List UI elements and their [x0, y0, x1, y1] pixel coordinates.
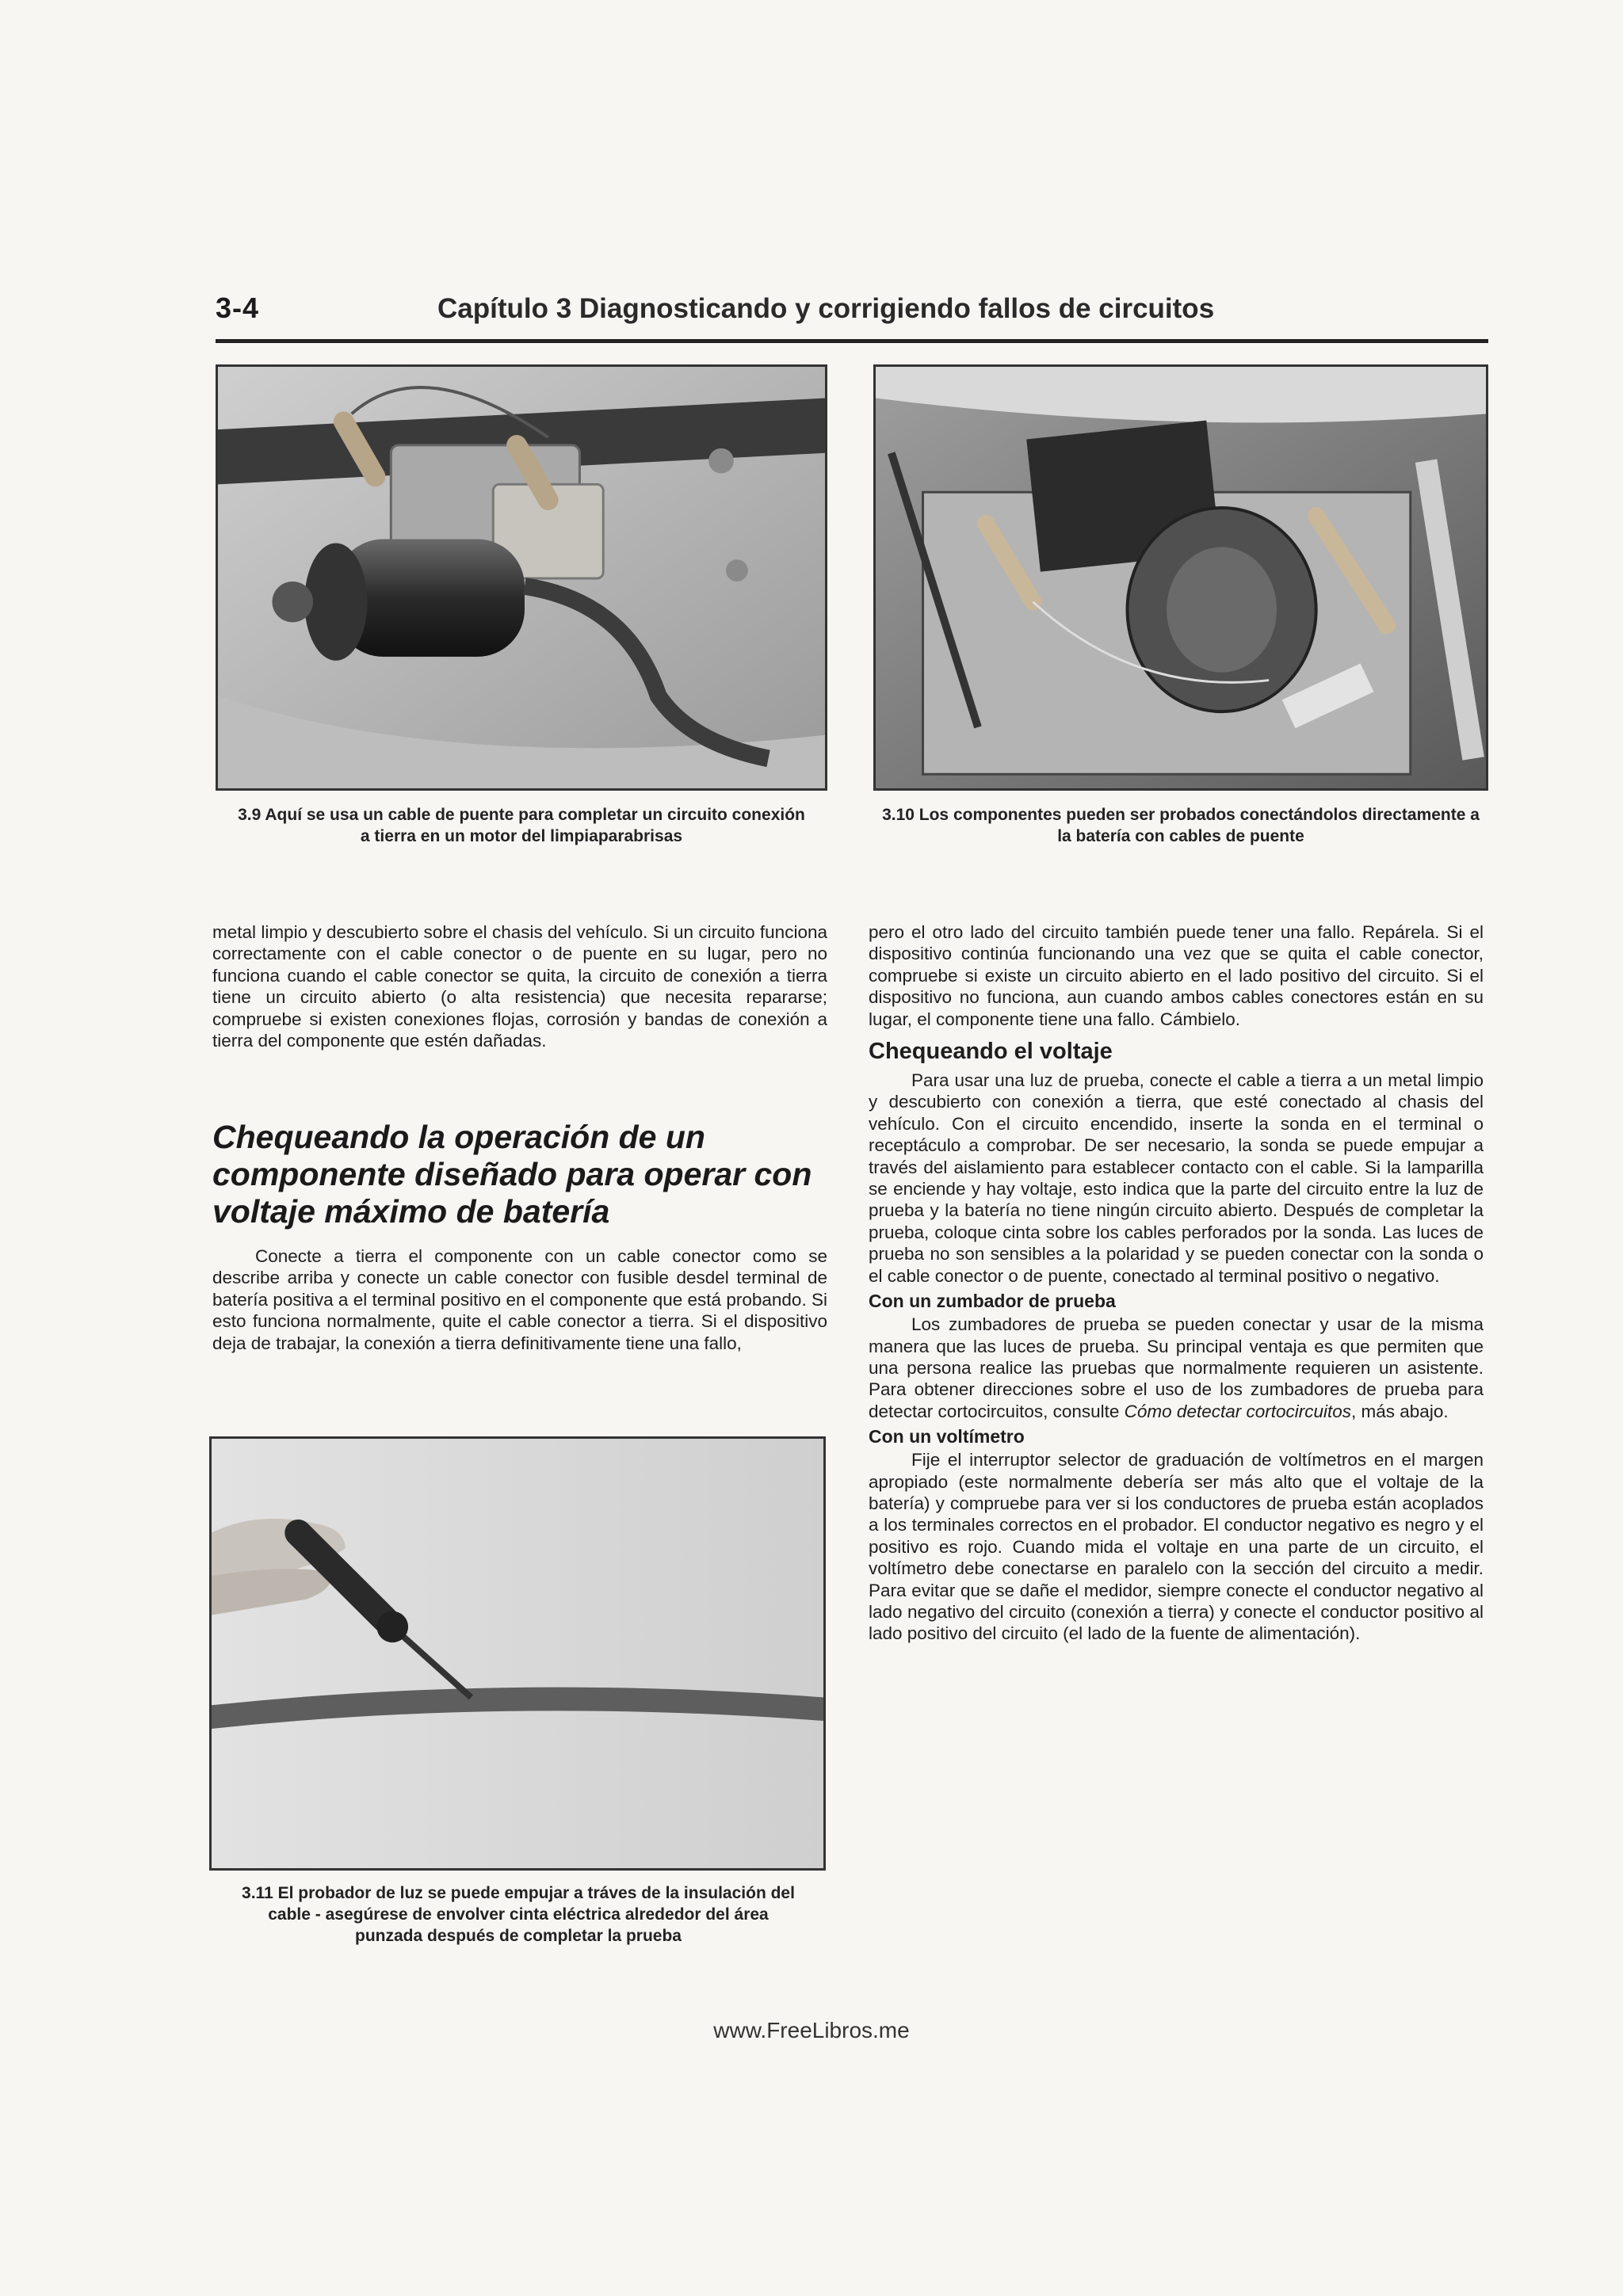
- left-column-intro: [212, 921, 827, 1051]
- caption-text: El probador de luz se puede empujar a tráves de la insulación del cable - asegúrese de envolver cinta eléctrica alrededor del área punzada después de completar la prueba: [268, 1884, 795, 1945]
- figure-number: 3.11: [242, 1884, 273, 1902]
- paragraph: Conecte a tierra el componente con un cable conector como se describe arriba y conecte un cable conector con fusible desdel terminal de batería positiva a el terminal positivo en el componente que está probando. Si esto funciona normalmente, quite el cable conector a tierra. Si el dispositivo deja de trabajar, la conexión a tierra definitivamente tiene una fallo,: [212, 1246, 827, 1353]
- right-column: [869, 921, 1484, 1645]
- test-light-probe-image: [212, 1439, 823, 1868]
- paragraph: [869, 1314, 1484, 1422]
- battery-test-image: [876, 367, 1486, 788]
- figure-3-10-caption: [875, 804, 1487, 847]
- cross-reference: Cómo detectar cortocircuitos: [1124, 1401, 1352, 1421]
- subsection-heading-buzzer: Con un zumbador de prueba: [869, 1291, 1116, 1312]
- page-header: [216, 292, 1488, 339]
- figure-3-11-photo: [209, 1436, 826, 1871]
- header-rule: [216, 339, 1488, 343]
- paragraph: Fije el interruptor selector de graduación de voltímetros en el margen apropiado (este normalmente debería ser más alto que el voltaje de la batería) y compruebe para ver si los conductores de prueba están acoplados a los terminales correctos en el probador. El conductor negativo es negro y el positivo es rojo. Cuando mida el voltaje en una parte de un circuito, el voltímetro debe conectarse en paralelo con la sección del circuito a medir. Para evitar que se dañe el medidor, siempre conecte el conductor negativo al lado negativo del circuito (conexión a tierra) y conecte el conductor positivo al lado positivo del circuito (el lado de la fuente de alimentación).: [869, 1450, 1484, 1644]
- paragraph: pero el otro lado del circuito también puede tener una fallo. Repárela. Si el dispositivo continúa funcionando una vez que se quita el cable conector, compruebe si existe un circuito abierto en el lado positivo del circuito. Si el dispositivo no funciona, aun cuando ambos cables conectores están en su lugar, el componente tiene una fallo. Cámbielo.: [869, 922, 1484, 1029]
- wiper-motor-image: [218, 367, 825, 788]
- caption-text: Aquí se usa un cable de puente para completar un circuito conexión a tierra en un motor del limpiaparabrisas: [265, 806, 805, 845]
- figure-number: 3.9: [238, 806, 262, 824]
- left-column-body: [212, 1245, 827, 1354]
- caption-text: Los componentes pueden ser probados conectándolos directamente a la batería con cables de puente: [918, 806, 1480, 845]
- paragraph: metal limpio y descubierto sobre el chasis del vehículo. Si un circuito funciona correctamente con el cable conector o de puente en su lugar, pero no funciona cuando el cable conector se quita, la circuito de conexión a tierra tiene un circuito abierto (o alta resistencia) que necesita repararse; compruebe si existen conexiones flojas, corrosión y bandas de conexión a tierra del componente que estén dañadas.: [212, 922, 827, 1051]
- figure-3-11-caption: [235, 1882, 802, 1947]
- footer-url: www.FreeLibros.me: [713, 2018, 910, 2042]
- subsection-heading-voltmeter: Con un voltímetro: [869, 1426, 1025, 1447]
- chapter-title: Capítulo 3 Diagnosticando y corrigiendo fallos de circuitos: [437, 293, 1215, 324]
- text-run: Los zumbadores de prueba se pueden conectar y usar de la misma manera que las luces de prueba. Su principal ventaja es que permiten que una persona realice las pruebas que normalmente requieren un asistente. Para obtener direcciones sobre el uso de los zumbadores de prueba para detectar cortocircuitos, consulte: [869, 1314, 1484, 1421]
- figure-3-9-caption: [238, 804, 805, 847]
- page-number: 3-4: [216, 292, 260, 324]
- section-heading-max-voltage: Chequeando la operación de un componente diseñado para operar con voltaje máximo de batería: [212, 1119, 812, 1230]
- text-run: , más abajo.: [1351, 1401, 1449, 1421]
- figure-3-9-photo: [216, 364, 827, 791]
- paragraph: Para usar una luz de prueba, conecte el cable a tierra a un metal limpio y descubierto con conexión a tierra, que esté conectado al chasis del vehículo. Con el circuito encendido, inserte la sonda en el terminal o receptáculo a comprobar. De ser necesario, la sonda se puede empujar a través del aislamiento para establecer contacto con el cable. Si la lamparilla se enciende y hay voltaje, esto indica que la parte del circuito entre la luz de prueba y la batería no tiene ningún circuito abierto. Después de completar la prueba, coloque cinta sobre los cables perforados por la sonda. Las luces de prueba no son sensibles a la polaridad y se pueden conectar con la sonda o el cable conector o de puente, conectado al terminal positivo o negativo.: [869, 1070, 1484, 1286]
- figure-3-10-photo: [873, 364, 1488, 791]
- section-heading-voltage: Chequeando el voltaje: [869, 1039, 1113, 1065]
- figure-number: 3.10: [882, 806, 915, 824]
